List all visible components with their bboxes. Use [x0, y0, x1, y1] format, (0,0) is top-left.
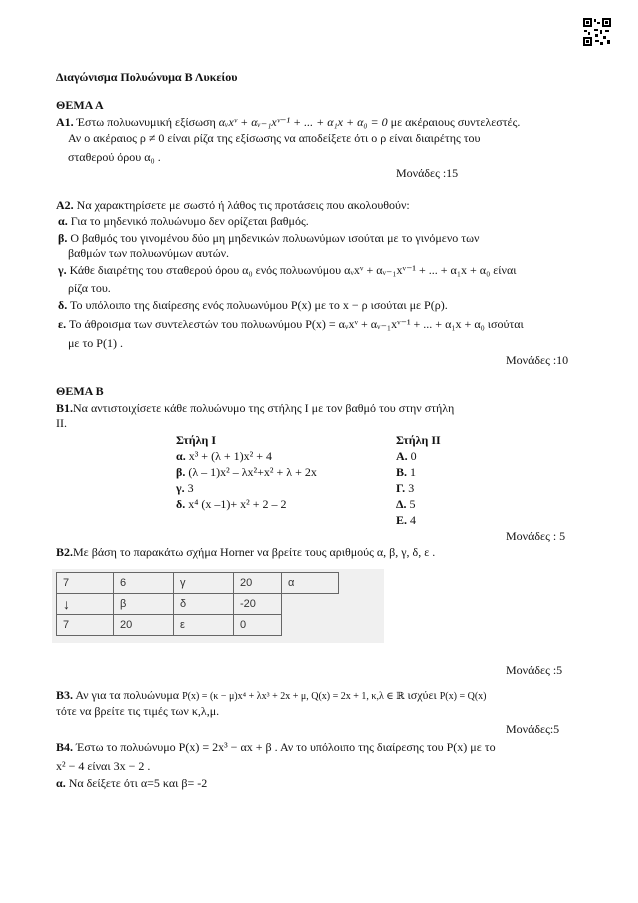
- a2-item: β. Ο βαθμός του γινομένου δύο μη μηδενικών πολυωνύμων ισούται με το γινόμενο των: [58, 231, 480, 245]
- column-2-item: Β. 1: [396, 465, 417, 479]
- b3-points: Μονάδες:5: [506, 722, 560, 736]
- table-row: [57, 573, 339, 594]
- table-cell: [282, 615, 339, 636]
- thema-a-heading: ΘΕΜΑ Α: [56, 98, 104, 112]
- a1-equation: αᵥxᵛ + αᵥ₋₁xᵛ⁻¹ + ... + α₁x + α₀ = 0: [218, 115, 388, 129]
- a1-text: Έστω πολυωνυμική εξίσωση: [76, 115, 216, 129]
- page-title: Διαγώνισμα Πολυώνυμα Β Λυκείου: [56, 70, 238, 84]
- table-cell: 6: [114, 573, 174, 594]
- a2-item: γ. Κάθε διαιρέτης του σταθερού όρου α₀ ενός πολυωνύμου αᵥxᵛ + αᵥ₋₁xᵛ⁻¹ + ... + α₁x + α₀ είναι: [58, 263, 517, 277]
- column-2-item: Ε. 4: [396, 513, 417, 527]
- b4-line2: x² − 4 είναι 3x − 2 .: [56, 759, 151, 773]
- b1-points: Μονάδες : 5: [506, 529, 566, 543]
- table-cell: 7: [57, 615, 114, 636]
- column-2-header: Στήλη ΙΙ: [396, 433, 441, 447]
- a2-item: ε. Το άθροισμα των συντελεστών του πολυωνύμου P(x) = αᵥxᵛ + αᵥ₋₁xᵛ⁻¹ + ... + α₁x + α₀ ισούται: [58, 317, 524, 331]
- table-cell: [282, 594, 339, 615]
- b4-a-text: Να δείξετε ότι α=5 και β= -2: [68, 776, 208, 790]
- table-cell: -20: [234, 594, 282, 615]
- b2-label: Β2.: [56, 545, 74, 559]
- b4-label: Β4.: [56, 740, 74, 754]
- column-1-header: Στήλη Ι: [176, 433, 216, 447]
- column-1-item: δ. x⁴ (x –1)+ x² + 2 – 2: [176, 497, 287, 511]
- b3-equation: P(x) = (κ − μ)x⁴ + λx³ + 2x + μ, Q(x) = 2x + 1, κ,λ ∈ ℝ: [182, 691, 405, 702]
- b2-points: Μονάδες :5: [506, 663, 563, 677]
- table-row: [57, 615, 339, 636]
- a2-points: Μονάδες :10: [506, 353, 569, 367]
- question-b1: [56, 401, 454, 415]
- a1-line2: Αν ο ακέραιος ρ ≠ 0 είναι ρίζα της εξίσωσης να αποδείξετε ότι ο ρ είναι διαιρέτης του: [68, 131, 481, 145]
- a2-label: Α2.: [56, 198, 74, 212]
- b3-label: Β3.: [56, 688, 74, 702]
- table-cell: 7: [57, 573, 114, 594]
- a1-line3: σταθερού όρου α₀ .: [68, 150, 161, 164]
- column-1-item: γ. 3: [176, 481, 194, 495]
- table-cell: 0: [234, 615, 282, 636]
- a1-text2: με ακέραιους συντελεστές.: [390, 115, 521, 129]
- question-b4: [56, 740, 496, 754]
- a1-label: Α1.: [56, 115, 74, 129]
- b4-part-a: [56, 776, 207, 790]
- b1-label: Β1.: [56, 401, 74, 415]
- column-2-item: Γ. 3: [396, 481, 415, 495]
- table-cell: δ: [174, 594, 234, 615]
- b4-a-label: α.: [56, 776, 66, 790]
- question-a2: [56, 198, 410, 212]
- b4-text: Έστω το πολυώνυμο P(x) = 2x³ − αx + β . Αν το υπόλοιπο της διαίρεσης του P(x) με το: [76, 740, 496, 754]
- a2-item: ρίζα του.: [68, 281, 111, 295]
- a1-points: Μονάδες :15: [396, 166, 459, 180]
- table-cell: γ: [174, 573, 234, 594]
- b2-text: Με βάση το παρακάτω σχήμα Horner να βρείτε τους αριθμούς α, β, γ, δ, ε .: [73, 545, 436, 559]
- b3-equation2: P(x) = Q(x): [439, 691, 487, 702]
- b3-line2: τότε να βρείτε τις τιμές των κ,λ,μ.: [56, 704, 220, 718]
- b3-text: Αν για τα πολυώνυμα: [75, 688, 180, 702]
- a2-item: δ. Το υπόλοιπο της διαίρεσης ενός πολυωνύμου P(x) με το x − ρ ισούται με P(ρ).: [58, 298, 448, 312]
- table-cell: [57, 594, 114, 615]
- question-b2: [56, 545, 435, 559]
- thema-b-heading: ΘΕΜΑ Β: [56, 384, 104, 398]
- table-cell: ε: [174, 615, 234, 636]
- a2-text: Να χαρακτηρίσετε με σωστό ή λάθος τις προτάσεις που ακολουθούν:: [76, 198, 410, 212]
- horner-table: [56, 572, 339, 636]
- b1-text2: ΙΙ.: [56, 416, 67, 430]
- a2-item: βαθμών των πολυωνύμων αυτών.: [68, 246, 230, 260]
- a2-item: με το P(1) .: [68, 336, 123, 350]
- column-2-item: Α. 0: [396, 449, 417, 463]
- b1-text: Να αντιστοιχίσετε κάθε πολυώνυμο της στήλης Ι με τον βαθμό του στην στήλη: [73, 401, 455, 415]
- b3-text2: ισχύει: [407, 688, 437, 702]
- down-arrow-icon: ↓: [63, 596, 70, 612]
- table-cell: β: [114, 594, 174, 615]
- qr-code-icon: [583, 18, 611, 46]
- column-1-item: α. x³ + (λ + 1)x² + 4: [176, 449, 273, 463]
- column-1-item: β. (λ – 1)x² – λx²+x² + λ + 2x: [176, 465, 317, 479]
- table-row: [57, 594, 339, 615]
- column-2-item: Δ. 5: [396, 497, 416, 511]
- table-cell: α: [282, 573, 339, 594]
- a2-item: α. Για το μηδενικό πολυώνυμο δεν ορίζεται βαθμός.: [58, 214, 309, 228]
- question-a1: [56, 115, 520, 129]
- question-b3: [56, 688, 487, 704]
- table-cell: 20: [114, 615, 174, 636]
- table-cell: 20: [234, 573, 282, 594]
